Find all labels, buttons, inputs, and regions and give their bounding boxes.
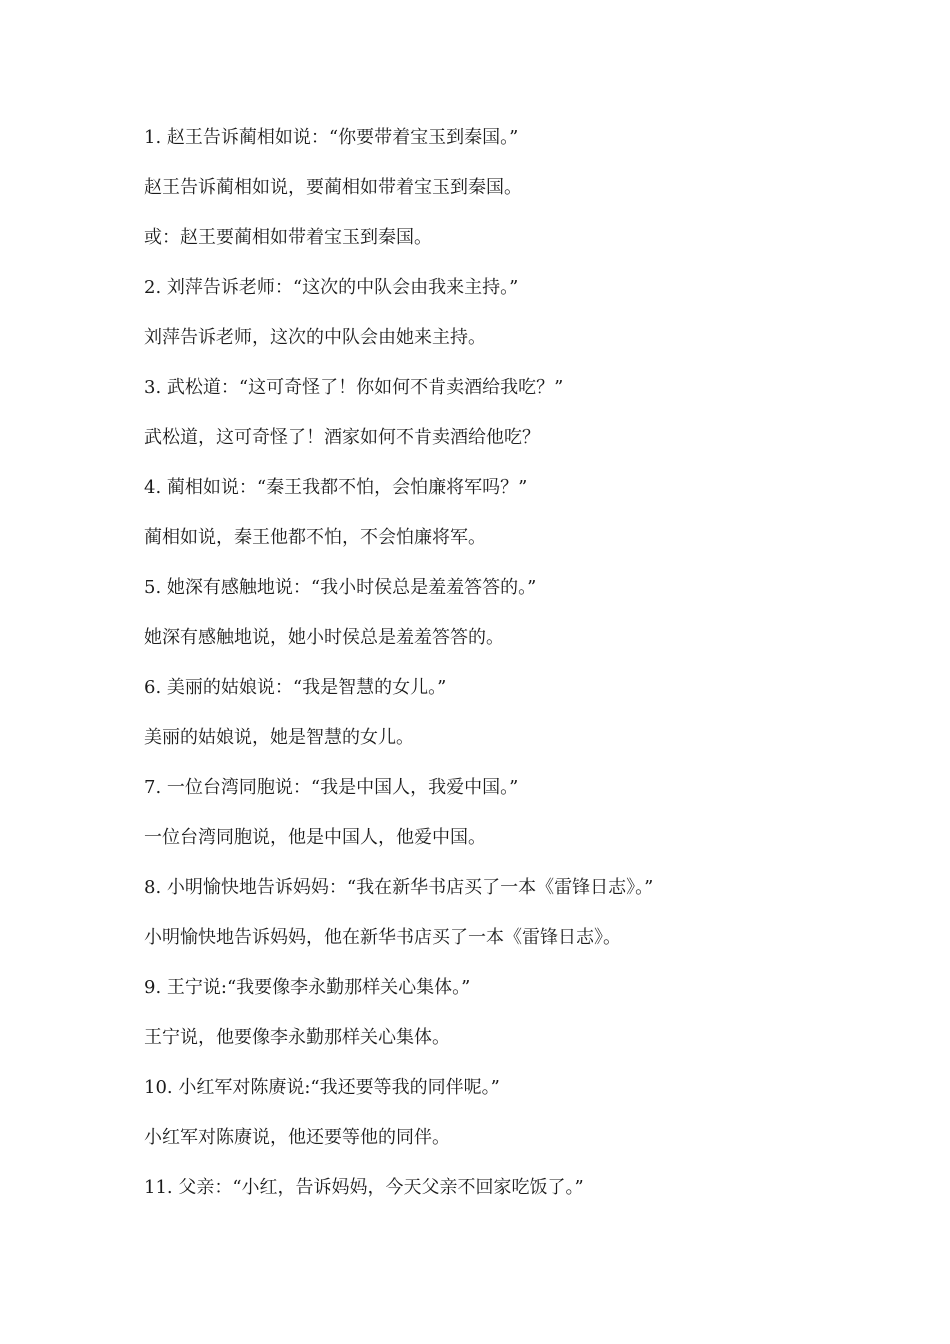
question-line-7: 7. 一位台湾同胞说：“我是中国人，我爱中国。”: [144, 777, 519, 798]
answer-line-4: 蔺相如说，秦王他都不怕，不会怕廉将军。: [144, 527, 486, 548]
question-line-8: 8. 小明愉快地告诉妈妈：“我在新华书店买了一本《雷锋日志》。”: [144, 877, 654, 898]
answer-line-8: 小明愉快地告诉妈妈，他在新华书店买了一本《雷锋日志》。: [144, 927, 621, 948]
answer-line-3: 武松道，这可奇怪了！酒家如何不肯卖酒给他吃？: [144, 427, 540, 448]
question-line-1: 1. 赵王告诉蔺相如说：“你要带着宝玉到秦国。”: [144, 127, 519, 148]
answer-line-6: 美丽的姑娘说，她是智慧的女儿。: [144, 727, 414, 748]
question-line-6: 6. 美丽的姑娘说：“我是智慧的女儿。”: [144, 677, 447, 698]
answer-line-1: 赵王告诉蔺相如说，要蔺相如带着宝玉到秦国。: [144, 177, 522, 198]
answer-alt-line-1: 或：赵王要蔺相如带着宝玉到秦国。: [144, 227, 432, 248]
answer-line-2: 刘萍告诉老师，这次的中队会由她来主持。: [144, 327, 486, 348]
answer-line-10: 小红军对陈赓说，他还要等他的同伴。: [144, 1127, 450, 1148]
answer-line-7: 一位台湾同胞说，他是中国人，他爱中国。: [144, 827, 486, 848]
answer-line-5: 她深有感触地说，她小时侯总是羞羞答答的。: [144, 627, 504, 648]
question-line-5: 5. 她深有感触地说：“我小时侯总是羞羞答答的。”: [144, 577, 537, 598]
text-body: [144, 124, 904, 1224]
answer-line-9: 王宁说，他要像李永勤那样关心集体。: [144, 1027, 450, 1048]
question-line-4: 4. 蔺相如说：“秦王我都不怕，会怕廉将军吗？”: [144, 477, 528, 498]
question-line-10: 10. 小红军对陈赓说:“我还要等我的同伴呢。”: [144, 1077, 500, 1098]
question-line-9: 9. 王宁说:“我要像李永勤那样关心集体。”: [144, 977, 471, 998]
question-line-2: 2. 刘萍告诉老师：“这次的中队会由我来主持。”: [144, 277, 519, 298]
question-line-11: 11. 父亲：“小红，告诉妈妈，今天父亲不回家吃饭了。”: [144, 1177, 584, 1198]
question-line-3: 3. 武松道：“这可奇怪了！你如何不肯卖酒给我吃？”: [144, 377, 564, 398]
